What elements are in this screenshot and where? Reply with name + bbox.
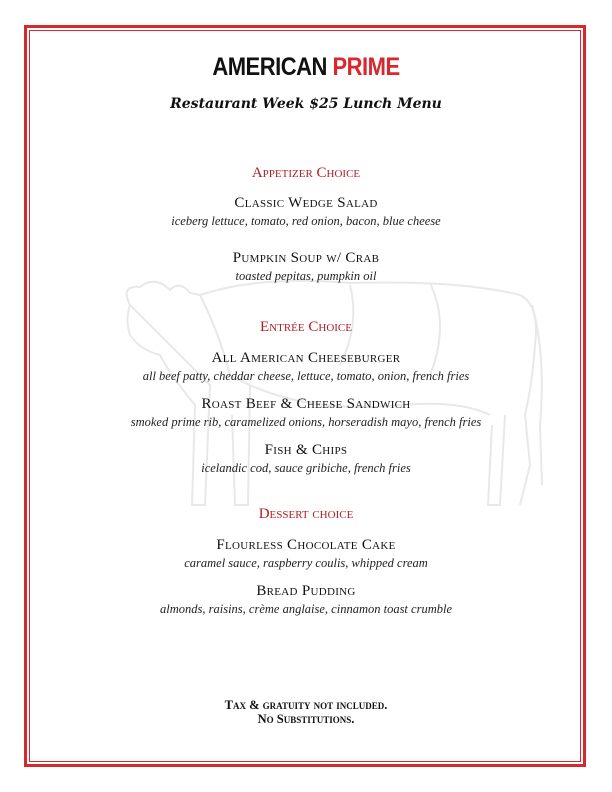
menu-item-desc: iceberg lettuce, tomato, red onion, bacon, blue cheese [171, 214, 441, 228]
section-title-entree: Entrée Choice [260, 319, 352, 335]
menu-item-name: Flourless Chocolate Cake [216, 537, 396, 553]
menu-item-name: Classic Wedge Salad [234, 195, 378, 211]
menu-item-desc: smoked prime rib, caramelized onions, horseradish mayo, french fries [130, 415, 482, 429]
menu-item-desc: toasted pepitas, pumpkin oil [235, 269, 377, 283]
cow-watermark-icon [100, 265, 550, 515]
menu-subtitle: Restaurant Week $25 Lunch Menu [170, 96, 442, 112]
logo-part-prime: PRIME [332, 52, 400, 81]
menu-item-desc: almonds, raisins, crème anglaise, cinnamon toast crumble [160, 602, 452, 616]
section-title-appetizer: Appetizer Choice [251, 165, 361, 181]
menu-item-name: Fish & Chips [264, 442, 348, 458]
menu-item-name: Roast Beef & Cheese Sandwich [201, 396, 411, 412]
section-title-dessert: Dessert choice [258, 506, 354, 522]
menu-item-name: All American Cheeseburger [211, 350, 401, 366]
menu-item-name: Bread Pudding [256, 583, 356, 599]
footer-note-substitutions: No Substitutions. [257, 712, 355, 726]
menu-item-desc: caramel sauce, raspberry coulis, whipped cream [184, 556, 428, 570]
footer-note-tax: Tax & gratuity not included. [224, 698, 388, 712]
logo-part-american: AMERICAN [212, 52, 327, 81]
menu-item-desc: icelandic cod, sauce gribiche, french fries [201, 461, 411, 475]
menu-item-desc: all beef patty, cheddar cheese, lettuce, tomato, onion, french fries [142, 369, 470, 383]
logo [0, 52, 612, 82]
menu-item-name: Pumpkin Soup w/ Crab [232, 250, 380, 266]
